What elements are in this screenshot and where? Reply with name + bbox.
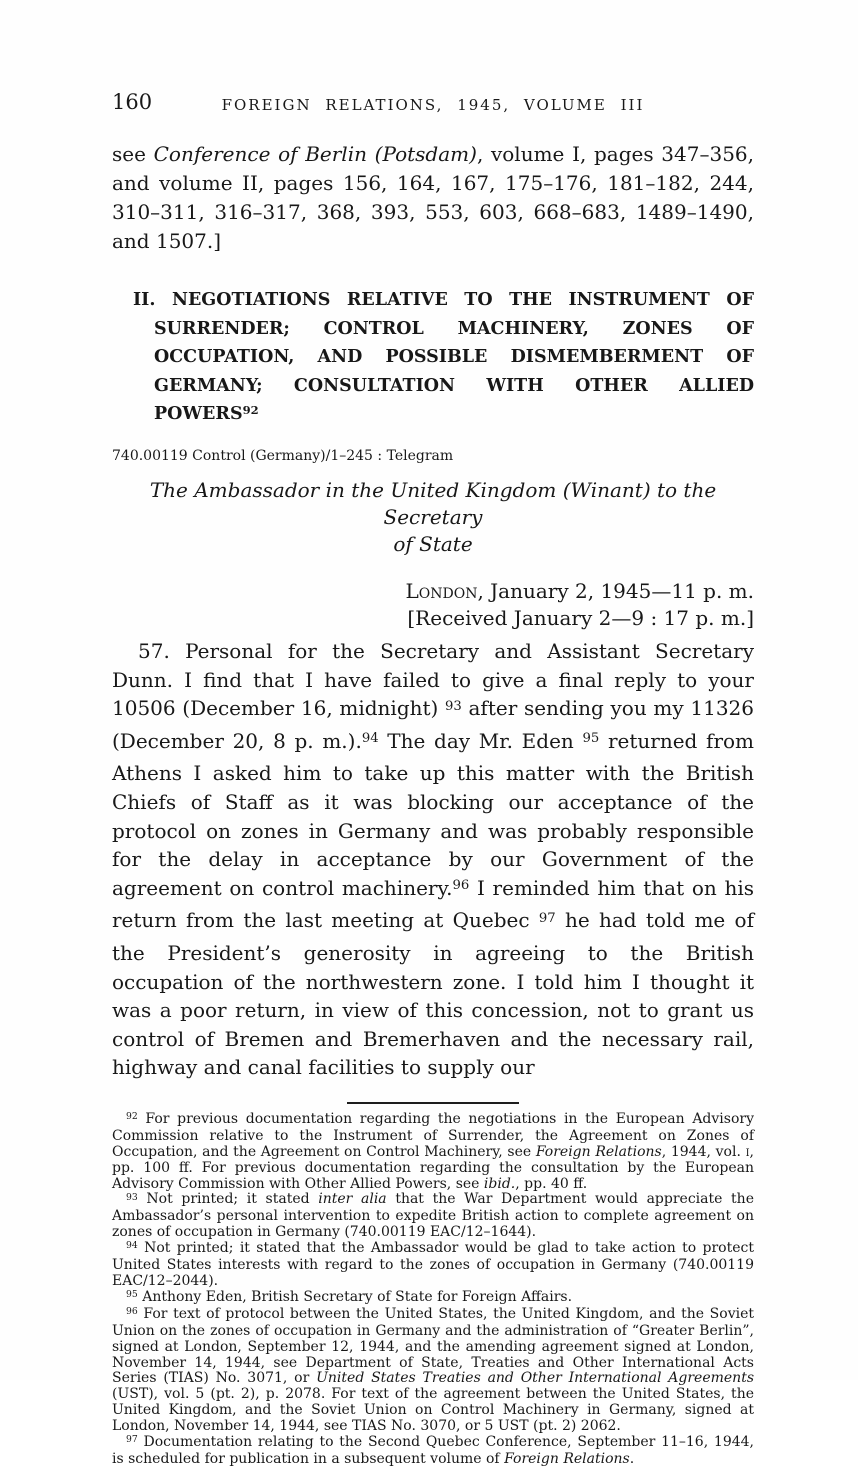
section-heading: II. NEGOTIATIONS RELATIVE TO THE INSTRUMENT OF SURRENDER; CONTROL MACHINERY, ZONES OF OCCUPATION, AND POSSIBLE DISMEMBERMENT OF GERMANY; CONSULTATION WITH OTHER ALLIED POWERS$^{92}$: [133, 290, 754, 424]
running-head: [112, 90, 754, 116]
running-title: FOREIGN RELATIONS, 1945, VOLUME III: [221, 96, 645, 114]
footnote-96: $^{96}$ For text of protocol between the United States, the United Kingdom, and the Soviet Union on the zones of occupation in Germany and the administration of “Greater Berlin”, signed at London, September 12, 1944, and the amending agreement signed at London, November 14, 1944, see Department of State, Treaties and Other International Acts Series (TIAS) No. 3071, or United States Treaties and Other International Agreements (UST), vol. 5 (pt. 2), p. 2078. For text of the agreement between the United States, the United Kingdom, and the Soviet Union on Control Machinery in Germany, signed at London, November 14, 1944, see TIAS No. 3070, or 5 UST (pt. 2) 2062.: [112, 1305, 755, 1435]
telegram-body-paragraph: 57. Personal for the Secretary and Assistant Secretary Dunn. I find that I have failed to give a final reply to your 10506 (December 16, midnight) $^{93}$ after sending you my 11326 (December 20, 8 p. m.).$^{94}$ The day Mr. Eden $^{95}$ returned from Athens I asked him to take up this matter with the British Chiefs of Staff as it was blocking our acceptance of the protocol on zones in Germany and was probably responsible for the delay in acceptance by our Government of the agreement on control machinery.$^{96}$ I reminded him that on his return from the last meeting at Quebec $^{97}$ he had told me of the President’s generosity in agreeing to the British occupation of the northwestern zone. I told him I thought it was a poor return, in view of this concession, not to grant us control of Bremen and Bremerhaven and the necessary rail, highway and canal facilities to supply our: [112, 639, 755, 1080]
text-block: [112, 90, 754, 1468]
received-line: [Received January 2—9 : 17 p. m.]: [407, 606, 754, 630]
footnote-94: $^{94}$ Not printed; it stated that the Ambassador would be glad to take action to protect United States interests with regard to the zones of occupation in Germany (740.00119 EAC/12–2044).: [112, 1240, 754, 1289]
footnote-95: $^{95}$ Anthony Eden, British Secretary of State for Foreign Affairs.: [126, 1288, 573, 1305]
dateline: London, January 2, 1945—11 p. m.: [405, 579, 754, 603]
footnote-92: $^{92}$ For previous documentation regarding the negotiations in the European Advisory Commission relative to the Instrument of Surrender, the Agreement on Zones of Occupation, and the Agreement on Control Machinery, see Foreign Relations, 1944, vol. i, pp. 100 ff. For previous documentation regarding the consultation by the European Advisory Commission with Other Allied Powers, see ibid., pp. 40 ff.: [112, 1110, 754, 1192]
document-title: [112, 477, 754, 558]
footnote-93: $^{93}$ Not printed; it stated inter alia that the War Department would appreciate the Ambassador’s personal intervention to expedite British action to complete agreement on zones of occupation in Germany (740.00119 EAC/12–1644).: [112, 1191, 754, 1241]
page-number: 160: [112, 90, 153, 114]
archive-source-line: 740.00119 Control (Germany)/1–245 : Telegram: [112, 448, 454, 464]
intro-paragraph: see Conference of Berlin (Potsdam), volume I, pages 347–356, and volume II, pages 156, 164, 167, 175–176, 181–182, 244, 310–311, 316–317, 368, 393, 553, 603, 668–683, 1489–1490, and 1507.]: [112, 142, 755, 253]
document-title-line1: The Ambassador in the United Kingdom (Winant) to the Secretary: [149, 478, 717, 529]
document-title-line2: of State: [393, 532, 473, 556]
footnote-divider: [347, 1102, 519, 1104]
footnotes-section: [112, 1112, 754, 1468]
footnote-97: $^{97}$ Documentation relating to the Second Quebec Conference, September 11–16, 1944, is scheduled for publication in a subsequent volume of Foreign Relations.: [112, 1434, 754, 1467]
